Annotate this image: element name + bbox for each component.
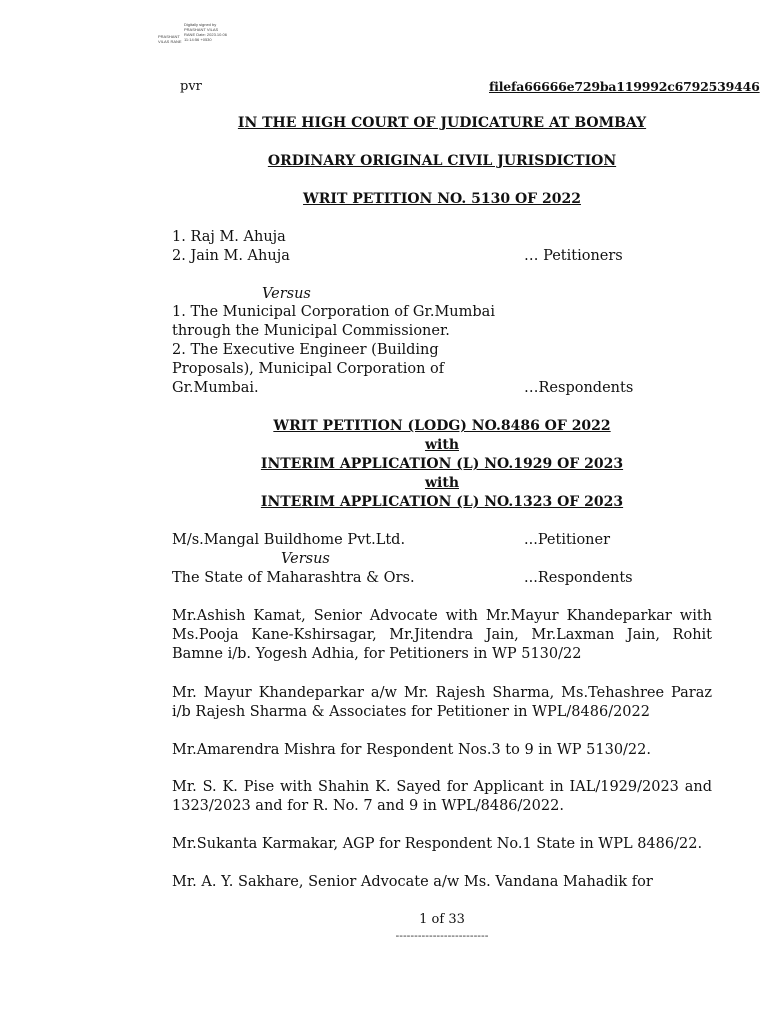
appearance-paragraph: Mr.Sukanta Karmakar, AGP for Respondent No.1 State in WPL 8486/22. bbox=[172, 836, 703, 852]
respondent-line: Gr.Mumbai. bbox=[172, 380, 259, 396]
case2-petitioner: M/s.Mangal Buildhome Pvt.Ltd. bbox=[172, 532, 406, 548]
petitioner-2: 2. Jain M. Ahuja bbox=[172, 248, 290, 264]
respondent-line: 2. The Executive Engineer (Building bbox=[172, 342, 439, 358]
respondent-line: Proposals), Municipal Corporation of bbox=[172, 361, 445, 377]
header-file-id: filefa66666e729ba119992c6792539446 bbox=[489, 79, 760, 94]
footer-rule: ------------------------- bbox=[395, 929, 489, 942]
case2-with: with bbox=[424, 475, 459, 491]
page-number: 1 of 33 bbox=[419, 912, 465, 927]
respondent-line: 1. The Municipal Corporation of Gr.Mumbai bbox=[172, 304, 495, 320]
case2-interim-application: INTERIM APPLICATION (L) NO.1323 OF 2023 bbox=[260, 494, 624, 510]
case2-interim-application: INTERIM APPLICATION (L) NO.1929 OF 2023 bbox=[260, 456, 624, 472]
respondent-line: through the Municipal Commissioner. bbox=[172, 323, 450, 339]
case2-petitioner-label: ...Petitioner bbox=[524, 532, 611, 548]
petitioner-1: 1. Raj M. Ahuja bbox=[172, 229, 286, 245]
case2-versus: Versus bbox=[281, 551, 330, 567]
respondents-label: …Respondents bbox=[524, 380, 634, 396]
versus-label: Versus bbox=[262, 286, 311, 302]
appearance-paragraph: Mr. S. K. Pise with Shahin K. Sayed for Applicant in IAL/1929/2023 and 1323/2023 and for R. No. 7 and 9 in WPL/8486/2022. bbox=[172, 779, 712, 814]
appearance-paragraph: Mr. Mayur Khandeparkar a/w Mr. Rajesh Sharma, Ms.Tehashree Paraz i/b Rajesh Sharma & Associates for Petitioner in WPL/8486/2022 bbox=[172, 685, 712, 720]
signature-details: Digitally signed by PRASHANT VILAS RANE Date: 2023.10.06 11:14:56 +0530 bbox=[184, 22, 227, 42]
petitioners-label: … Petitioners bbox=[524, 248, 623, 264]
signature-name: PRASHANT VILAS RANE bbox=[158, 34, 182, 44]
appearance-paragraph: Mr. A. Y. Sakhare, Senior Advocate a/w Ms. Vandana Mahadik for bbox=[172, 874, 653, 890]
court-heading: IN THE HIGH COURT OF JUDICATURE AT BOMBAY bbox=[237, 115, 647, 131]
case2-with: with bbox=[424, 437, 459, 453]
case-heading: WRIT PETITION NO. 5130 OF 2022 bbox=[303, 191, 581, 207]
case2-respondents-label: ...Respondents bbox=[524, 570, 633, 586]
case2-heading: WRIT PETITION (LODG) NO.8486 OF 2022 bbox=[273, 418, 611, 434]
header-initials: pvr bbox=[180, 79, 202, 94]
case2-respondent: The State of Maharashtra & Ors. bbox=[172, 570, 415, 586]
appearance-paragraph: Mr.Ashish Kamat, Senior Advocate with Mr.Mayur Khandeparkar with Ms.Pooja Kane-Kshirsagar, Mr.Jitendra Jain, Mr.Laxman Jain, Rohit Bamne i/b. Yogesh Adhia, for Petitioners in WP 5130/22 bbox=[172, 608, 712, 662]
jurisdiction-heading: ORDINARY ORIGINAL CIVIL JURISDICTION bbox=[267, 153, 617, 169]
appearance-paragraph: Mr.Amarendra Mishra for Respondent Nos.3 to 9 in WP 5130/22. bbox=[172, 742, 651, 758]
